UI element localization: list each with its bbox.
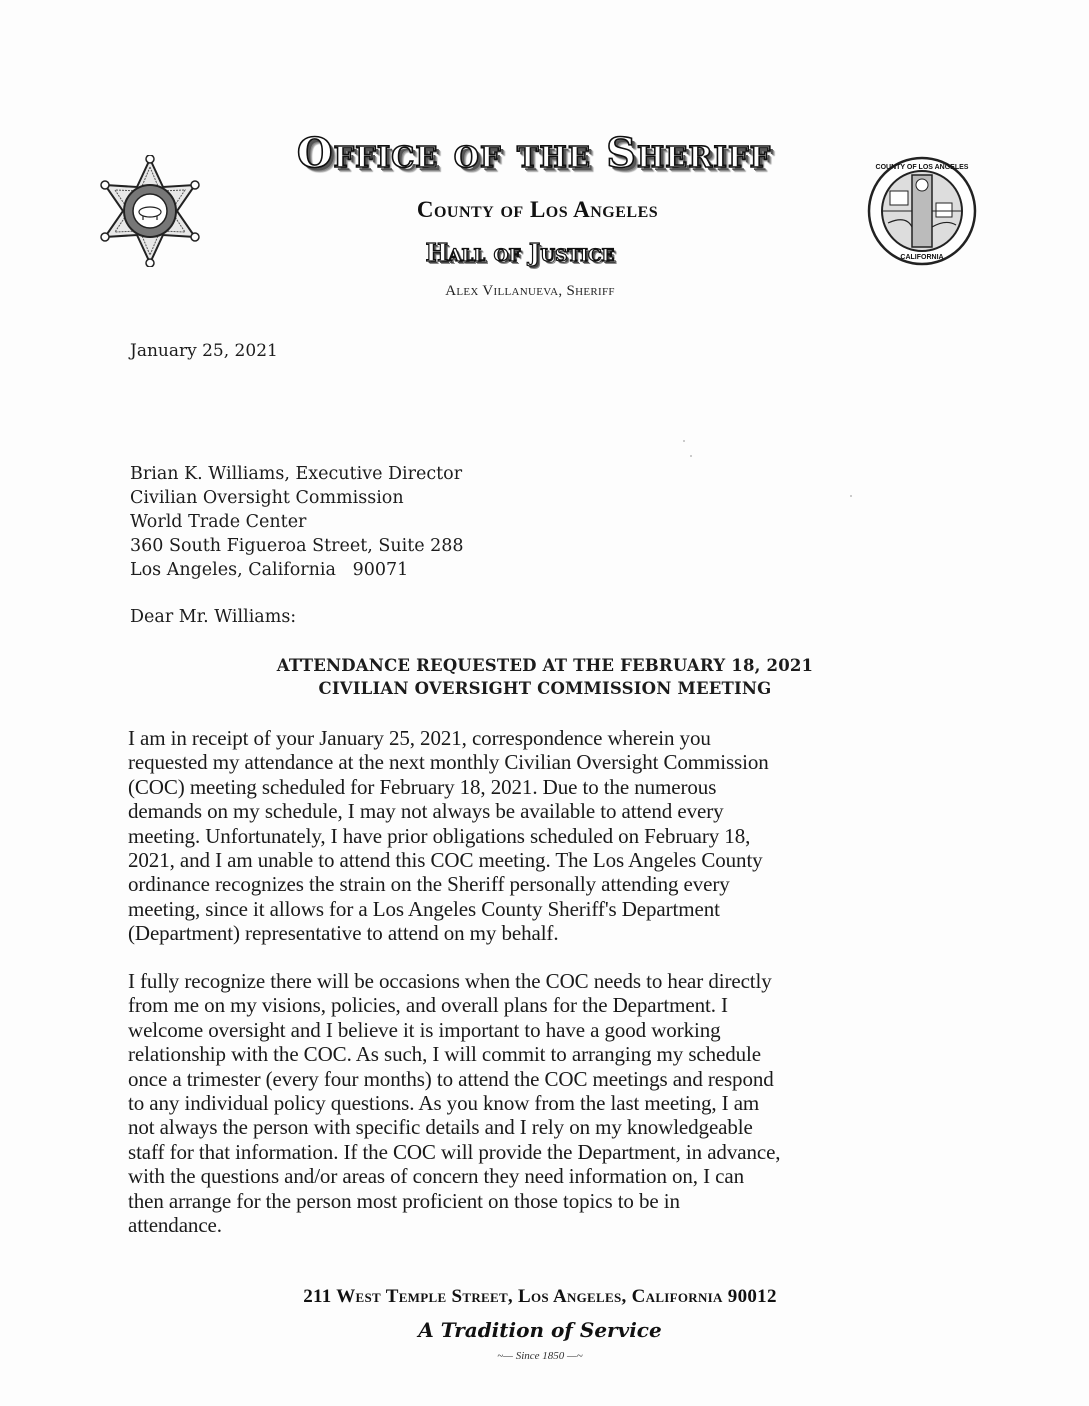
address-line: Civilian Oversight Commission [130, 488, 404, 508]
paragraph-line: to any individual policy questions. As you know from the last meeting, I am [128, 1091, 760, 1116]
subject-line-1: ATTENDANCE REQUESTED AT THE FEBRUARY 18, 2021 [276, 656, 814, 675]
scan-speck [683, 440, 685, 442]
svg-text:COUNTY OF LOS ANGELES: COUNTY OF LOS ANGELES [875, 164, 969, 171]
subject-line-2: CIVILIAN OVERSIGHT COMMISSION MEETING [318, 679, 772, 698]
paragraph-line: not always the person with specific details and I rely on my knowledgeable [128, 1115, 753, 1140]
paragraph-line: I am in receipt of your January 25, 2021, correspondence wherein you [128, 726, 711, 750]
paragraph-line: staff for that information. If the COC will provide the Department, in advance, [128, 1139, 781, 1164]
paragraph-line: meeting. Unfortunately, I have prior obligations scheduled on February 18, [128, 823, 751, 848]
paragraph-line: meeting, since it allows for a Los Angeles County Sheriff's Department [128, 896, 720, 921]
address-line: 360 South Figueroa Street, Suite 288 [130, 536, 464, 556]
paragraph-line: welcome oversight and I believe it is important to have a good working [128, 1017, 721, 1042]
sheriff-star-badge-icon [95, 155, 205, 267]
paragraph-line: I fully recognize there will be occasions when the COC needs to hear directly [128, 969, 772, 993]
body-paragraph-2 [128, 969, 938, 1237]
paragraph-line: (Department) representative to attend on my behalf. [128, 921, 559, 946]
paragraph-line: 2021, and I am unable to attend this COC meeting. The Los Angeles County [128, 848, 763, 873]
scan-speck [690, 455, 692, 457]
scan-speck [850, 495, 852, 497]
paragraph-line: ordinance recognizes the strain on the Sheriff personally attending every [128, 872, 730, 897]
recipient-address [130, 462, 464, 582]
paragraph-line: requested my attendance at the next monthly Civilian Oversight Commission [128, 750, 769, 775]
paragraph-line: (COC) meeting scheduled for February 18, 2021. Due to the numerous [128, 774, 717, 799]
salutation: Dear Mr. Williams: [130, 607, 297, 627]
address-line: Los Angeles, California 90071 [130, 560, 409, 580]
paragraph-line: then arrange for the person most proficient on those topics to be in [128, 1188, 680, 1213]
letter-date: January 25, 2021 [130, 341, 278, 361]
body-paragraph-1 [128, 726, 938, 946]
paragraph-line: once a trimester (every four months) to attend the COC meetings and respond [128, 1066, 774, 1091]
county-seal-icon [866, 155, 978, 267]
sheriff-name: Alex Villanueva, Sheriff [445, 283, 615, 299]
paragraph-line: attendance. [128, 1213, 222, 1238]
county-name: County of Los Angeles [416, 197, 659, 222]
footer-address: 211 West Temple Street, Los Angeles, California 90012 [303, 1286, 777, 1307]
svg-text:CALIFORNIA: CALIFORNIA [900, 254, 944, 261]
hall-of-justice: Hall of Justice [425, 238, 615, 267]
office-title: Office of the Sheriff [296, 129, 772, 177]
footer-since: ~— Since 1850 —~ [497, 1350, 583, 1362]
paragraph-line: relationship with the COC. As such, I will commit to arranging my schedule [128, 1042, 762, 1067]
address-line: World Trade Center [130, 512, 307, 532]
paragraph-line: demands on my schedule, I may not always be available to attend every [128, 799, 724, 824]
paragraph-line: with the questions and/or areas of concern they need information on, I can [128, 1164, 744, 1189]
paragraph-line: from me on my visions, policies, and overall plans for the Department. I [128, 993, 728, 1018]
subject-heading [200, 654, 890, 700]
footer-tagline: A Tradition of Service [418, 1318, 662, 1342]
address-line: Brian K. Williams, Executive Director [130, 464, 463, 484]
